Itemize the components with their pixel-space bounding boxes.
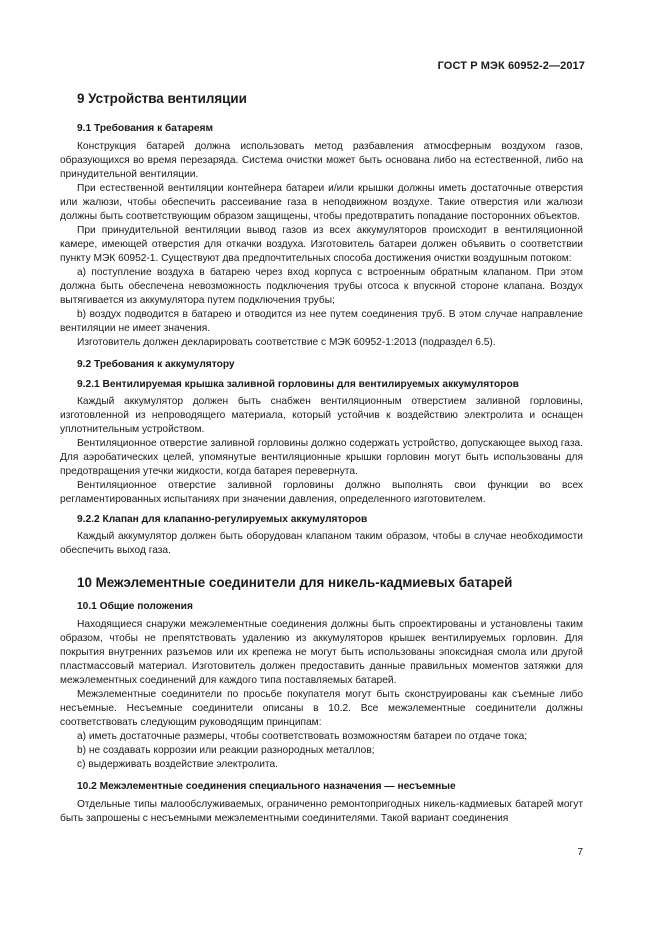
subsection-9-2-1-heading: 9.2.1 Вентилируемая крышка заливной горловины для вентилируемых аккумуляторов (77, 379, 519, 390)
section-10-heading: 10 Межэлементные соединители для никель-кадмиевых батарей (77, 575, 513, 590)
list-item: a) поступление воздуха в батарею через вход корпуса с встроенным обратным клапаном. При этом должна быть обеспечена невозможность подключения трубы отсоса к впускной стороне клапана. Воздух вытягивается из аккумулятора путем подключения трубы; (60, 267, 583, 306)
list-item: a) иметь достаточные размеры, чтобы соответствовать возможностям батареи по отдаче тока; (77, 731, 528, 742)
paragraph: Отдельные типы малообслуживаемых, ограниченно ремонтопригодных никель-кадмиевых батарей могут быть запрошены с несъемными межэлементными соединителями. Такой вариант соединения (60, 799, 583, 824)
paragraph: Межэлементные соединители по просьбе покупателя могут быть сконструированы как съемные либо несъемные. Несъемные соединители описаны в 10.2. Все межэлементные соединители должны соответствовать следующим руководящим принципам: (60, 689, 583, 728)
section-9-heading: 9 Устройства вентиляции (77, 91, 247, 106)
paragraph: Вентиляционное отверстие заливной горловины должно выполнять свои функции во всех регламентированных испытаниях при значении давления, определенного изготовителем. (60, 480, 583, 505)
paragraph: Конструкция батарей должна использовать метод разбавления атмосферным воздухом газов, образующихся во время перезаряда. Система очистки может быть основана либо на естественной, либо на принудительной вентиляции. (60, 141, 583, 180)
paragraph: При естественной вентиляции контейнера батареи и/или крышки должны иметь достаточные отверстия или жалюзи, чтобы обеспечить рассеивание газа в неподвижном воздухе. Такие отверстия или жалюзи должны быть соответствующим образом защищены, чтобы предотвратить попадание посторонних объектов. (60, 183, 583, 222)
list-item: c) выдерживать воздействие электролита. (77, 759, 278, 770)
paragraph: Находящиеся снаружи межэлементные соединения должны быть спроектированы и установлены таким образом, чтобы не препятствовать удалению из аккумуляторов крышек вентилируемых горловин. Для покрытия внутренних разъемов или их крепежа не могут быть использованы эпоксидная смола или другой пластмассовый материал. Изготовитель должен предоставить данные правильных моментов затяжки для межэлементных соединений для каждого типа поставляемых батарей. (60, 619, 583, 686)
paragraph: Каждый аккумулятор должен быть оборудован клапаном таким образом, чтобы в случае необходимости обеспечить выход газа. (60, 531, 583, 556)
subsection-9-2-2-heading: 9.2.2 Клапан для клапанно-регулируемых аккумуляторов (77, 514, 368, 525)
paragraph: Вентиляционное отверстие заливной горловины должно содержать устройство, допускающее выход газа. Для аэробатических целей, упомянутые вентиляционные крышки горловин могут быть использованы для предотвращения утечки жидкости, когда батарея перевернута. (60, 438, 583, 477)
list-item: b) не создавать коррозии или реакции разнородных металлов; (77, 745, 375, 756)
subsection-10-2-heading: 10.2 Межэлементные соединения специального назначения — несъемные (77, 781, 456, 792)
list-item: b) воздух подводится в батарею и отводится из нее путем соединения труб. В этом случае направление вентиляции не имеет значения. (60, 309, 583, 334)
paragraph: При принудительной вентиляции вывод газов из всех аккумуляторов происходит в вентиляционной камере, имеющей отверстия для откачки воздуха. Изготовитель батареи должен объявить о соответствии пункту МЭК 60952-1. Существуют два предпочтительных способа достижения очистки воздушным потоком: (60, 225, 583, 264)
subsection-9-2-heading: 9.2 Требования к аккумулятору (77, 359, 235, 370)
paragraph: Каждый аккумулятор должен быть снабжен вентиляционным отверстием заливной горловины, изготовленной из непроводящего материала, который устойчив к воздействию электролита и оснащен уплотнительным устройством. (60, 396, 583, 435)
standard-designation: ГОСТ Р МЭК 60952-2—2017 (437, 60, 585, 72)
subsection-10-1-heading: 10.1 Общие положения (77, 601, 193, 612)
page-content (60, 84, 583, 826)
subsection-9-1-heading: 9.1 Требования к батареям (77, 123, 213, 134)
paragraph: Изготовитель должен декларировать соответствие с МЭК 60952-1:2013 (подраздел 6.5). (77, 337, 496, 348)
page-number: 7 (577, 847, 583, 858)
